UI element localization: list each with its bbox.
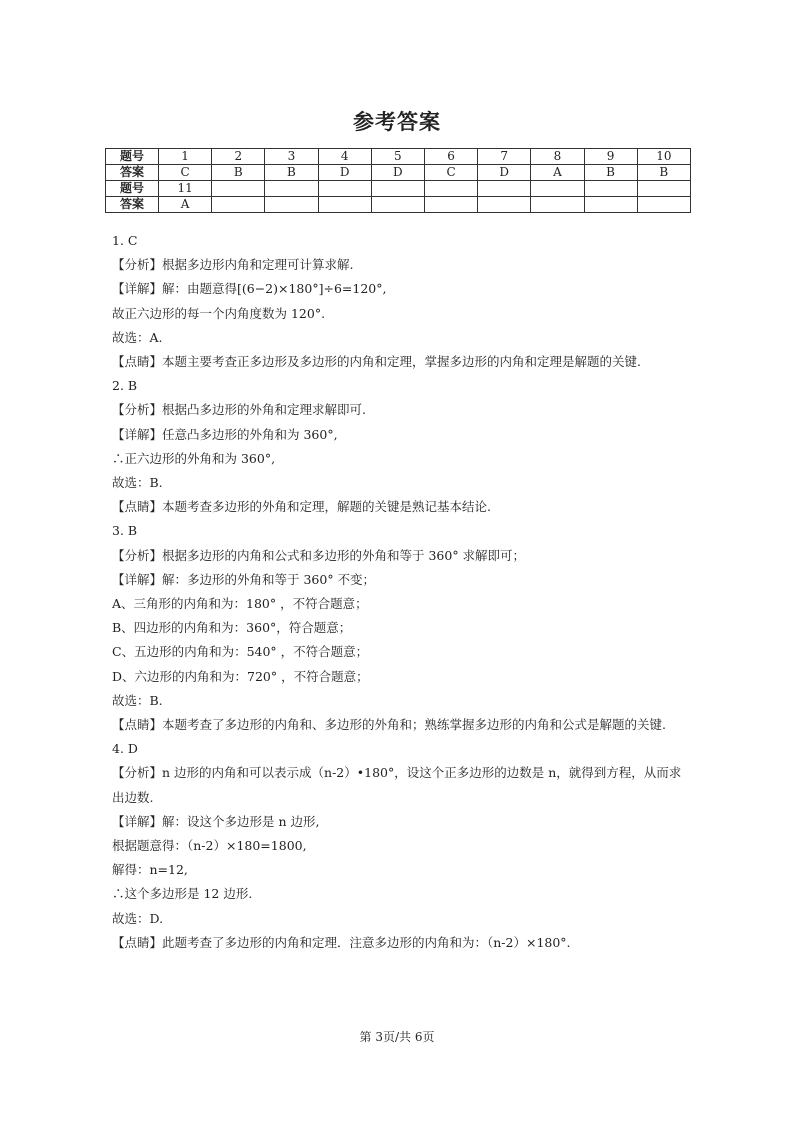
solutions-body (112, 229, 692, 955)
choice-line: 故选：A. (112, 329, 163, 345)
detail-line: 解得：n=12, (112, 862, 188, 878)
choice-line: 故选：D. (112, 910, 164, 926)
comment-line: 【点睛】此题考查了多边形的内角和定理．注意多边形的内角和为：（n-2）×180°. (112, 934, 571, 950)
table-cell (424, 197, 477, 213)
question-number: 2. B (112, 378, 138, 394)
table-cell (584, 197, 637, 213)
table-row (106, 181, 691, 197)
comment-line: 【点睛】本题考查多边形的外角和定理，解题的关键是熟记基本结论. (112, 499, 491, 515)
table-cell: 9 (584, 149, 637, 165)
table-cell (371, 197, 424, 213)
table-cell: B (637, 165, 690, 181)
table-cell: B (212, 165, 265, 181)
row-header: 答案 (106, 197, 159, 213)
table-cell: 11 (159, 181, 212, 197)
row-header: 答案 (106, 165, 159, 181)
option-line: D、六边形的内角和为：720° ，不符合题意； (112, 668, 369, 684)
table-cell (371, 181, 424, 197)
detail-line: 【详解】解：设这个多边形是 n 边形, (112, 813, 320, 829)
table-cell: B (584, 165, 637, 181)
table-row (106, 165, 691, 181)
analysis-line: 【分析】根据多边形内角和定理可计算求解. (112, 257, 354, 273)
detail-line: 【详解】解：多边形的外角和等于 360° 不变； (112, 571, 376, 587)
table-cell: D (478, 165, 531, 181)
question-number: 1. C (112, 233, 138, 248)
table-cell: C (159, 165, 212, 181)
comment-line: 【点睛】本题主要考查正多边形及多边形的内角和定理，掌握多边形的内角和定理是解题的关键. (112, 354, 641, 370)
detail-line: 故正六边形的每一个内角度数为 120°. (112, 305, 326, 321)
answer-table (105, 148, 691, 213)
row-header: 题号 (106, 181, 159, 197)
table-cell: 3 (265, 149, 318, 165)
table-cell (531, 197, 584, 213)
table-row (106, 149, 691, 165)
choice-line: 故选：B. (112, 692, 163, 708)
table-cell (265, 197, 318, 213)
detail-line: 【详解】任意凸多边形的外角和为 360°, (112, 426, 338, 442)
table-cell: 8 (531, 149, 584, 165)
option-line: B、四边形的内角和为：360°，符合题意； (112, 620, 352, 636)
table-cell (318, 197, 371, 213)
analysis-line: 【分析】n 边形的内角和可以表示成（n-2）•180°，设这个正多边形的边数是 n，就得到方程，从而求出边数. (112, 765, 682, 805)
page-footer: 第 3页/共 6页 (359, 1030, 435, 1044)
table-cell: A (531, 165, 584, 181)
choice-line: 故选：B. (112, 475, 163, 491)
detail-line: 【详解】解：由题意得[(6−2)×180°]÷6=120°, (112, 281, 387, 297)
table-cell: A (159, 197, 212, 213)
table-cell: B (265, 165, 318, 181)
table-cell (318, 181, 371, 197)
table-cell: D (318, 165, 371, 181)
table-cell (212, 181, 265, 197)
table-cell (637, 197, 690, 213)
table-cell: C (424, 165, 477, 181)
table-cell: 10 (637, 149, 690, 165)
analysis-line: 【分析】根据多边形的内角和公式和多边形的外角和等于 360° 求解即可； (112, 547, 526, 563)
option-line: C、五边形的内角和为：540° ，不符合题意； (112, 644, 369, 660)
table-cell (212, 197, 265, 213)
detail-line: ∴这个多边形是 12 边形. (112, 886, 253, 902)
table-cell: 5 (371, 149, 424, 165)
table-cell (531, 181, 584, 197)
row-header: 题号 (106, 149, 159, 165)
question-number: 3. B (112, 523, 138, 539)
table-cell: 6 (424, 149, 477, 165)
table-cell: 1 (159, 149, 212, 165)
analysis-line: 【分析】根据凸多边形的外角和定理求解即可. (112, 402, 366, 418)
table-cell (265, 181, 318, 197)
table-cell (637, 181, 690, 197)
table-cell (584, 181, 637, 197)
question-number: 4. D (112, 741, 138, 757)
option-line: A、三角形的内角和为：180° ，不符合题意； (112, 596, 368, 612)
detail-line: ∴正六边形的外角和为 360°, (112, 450, 276, 466)
table-cell: 7 (478, 149, 531, 165)
table-cell: 4 (318, 149, 371, 165)
detail-line: 根据题意得：（n-2）×180=1800, (112, 838, 307, 854)
page-title: 参考答案 (353, 110, 441, 134)
table-cell: 2 (212, 149, 265, 165)
comment-line: 【点睛】本题考查了多边形的内角和、多边形的外角和；熟练掌握多边形的内角和公式是解题的关键. (112, 717, 666, 733)
table-cell: D (371, 165, 424, 181)
table-row (106, 197, 691, 213)
table-cell (478, 181, 531, 197)
table-cell (424, 181, 477, 197)
table-cell (478, 197, 531, 213)
